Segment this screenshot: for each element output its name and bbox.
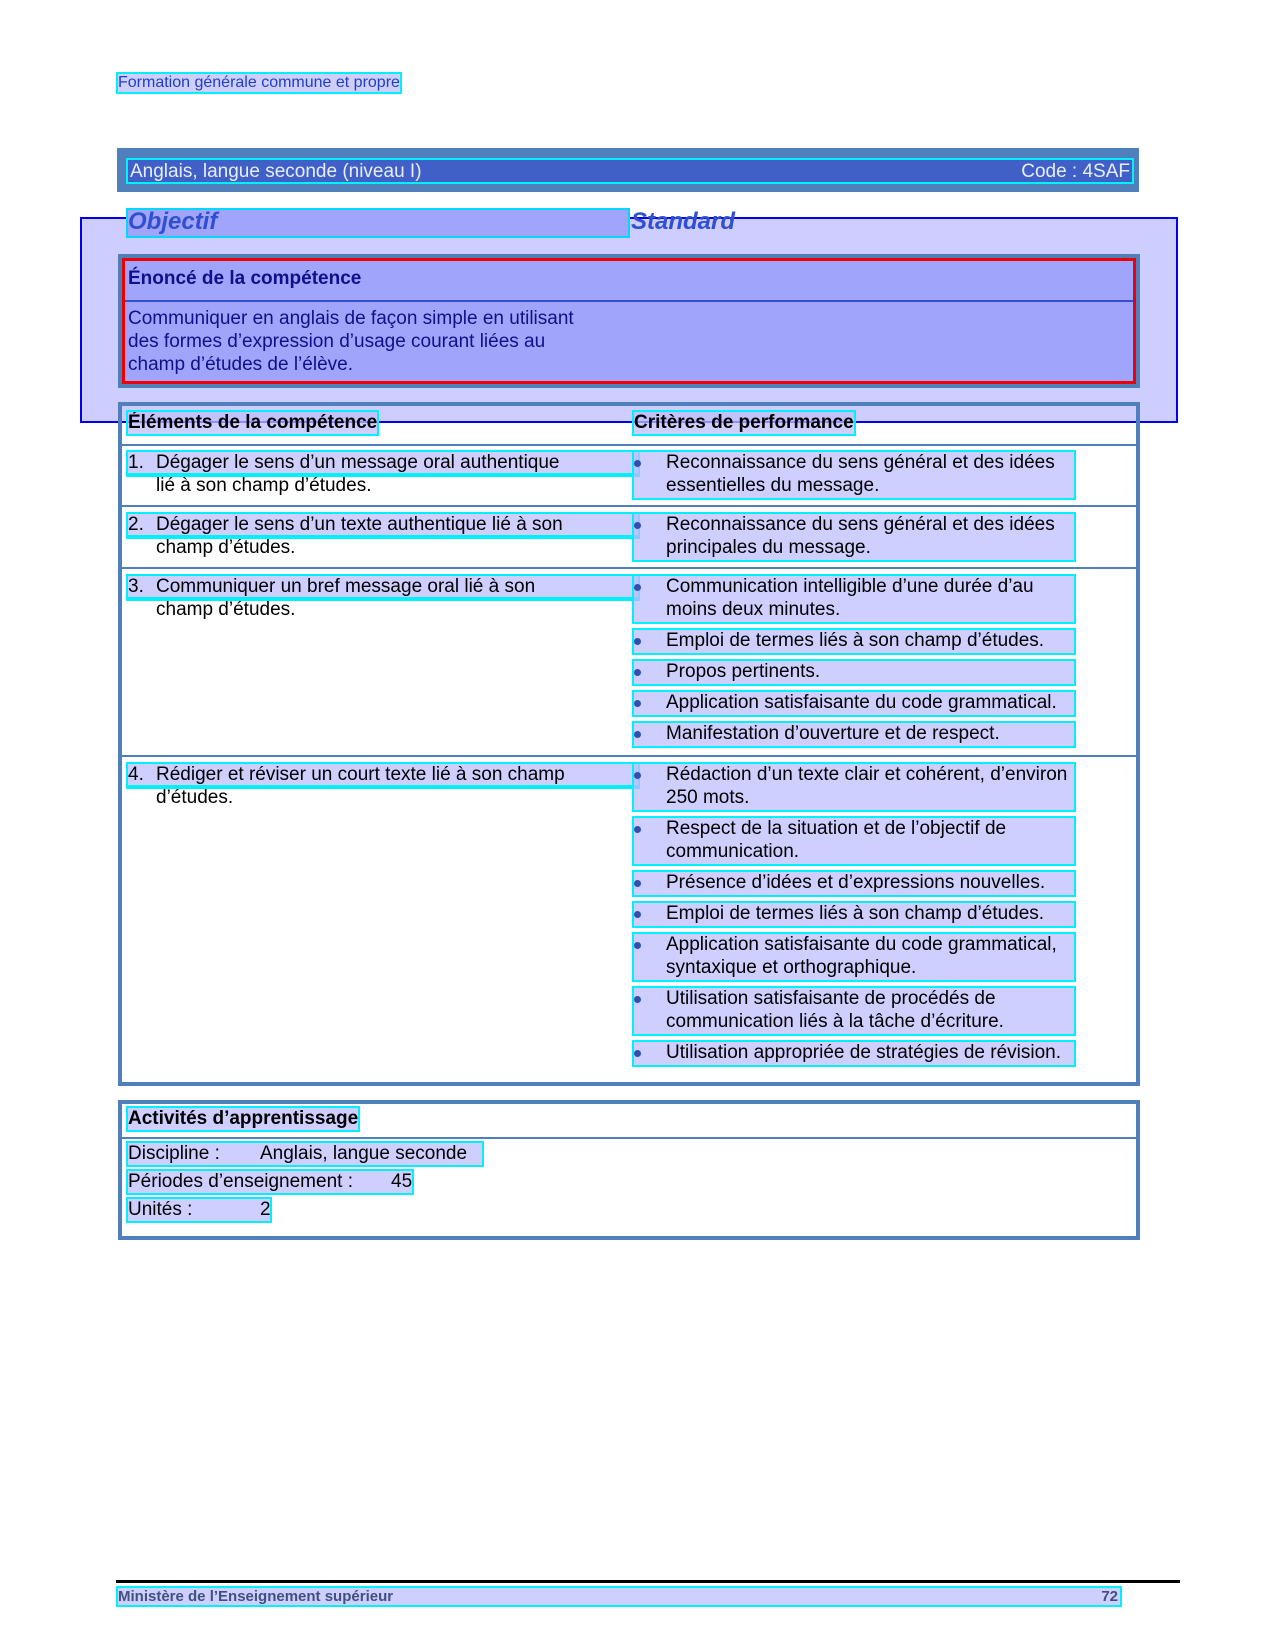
element-text: Dégager le sens d’un texte authentique lié à son: [156, 514, 563, 535]
criterion: [634, 576, 1074, 622]
element-text: champ d’études.: [156, 537, 296, 558]
units-row: [128, 1199, 270, 1221]
criterion-text: Reconnaissance du sens général et des idées: [666, 514, 1055, 535]
criterion-text: Emploi de termes liés à son champ d’études.: [666, 903, 1045, 924]
criterion-text: Rédaction d’un texte clair et cohérent, d’environ: [666, 764, 1068, 785]
element-text: Dégager le sens d’un message oral authentique: [156, 452, 560, 473]
periods-label: Périodes d’enseignement :: [128, 1171, 353, 1192]
criterion-text: communication.: [666, 841, 800, 862]
criterion: [634, 514, 1074, 560]
criterion-text: communication liés à la tâche d’écriture.: [666, 1011, 1004, 1032]
divider: [122, 567, 1136, 569]
standard-label: Standard: [631, 208, 736, 235]
criterion-text: Utilisation satisfaisante de procédés de: [666, 988, 996, 1009]
bullet-icon: [634, 772, 641, 779]
criterion-text: Utilisation appropriée de stratégies de révision.: [666, 1042, 1061, 1063]
element-text: Communiquer un bref message oral lié à son: [156, 576, 536, 597]
element-text: Rédiger et réviser un court texte lié à son champ: [156, 764, 565, 785]
competency-line: Communiquer en anglais de façon simple en utilisant: [128, 308, 574, 329]
bullet-icon: [634, 638, 641, 645]
divider: [122, 1137, 1136, 1139]
course-code: Code : 4SAF: [1021, 161, 1130, 182]
bullet-icon: [634, 1050, 641, 1057]
divider: [125, 300, 1133, 302]
bullet-icon: [634, 880, 641, 887]
element-text: lié à son champ d’études.: [156, 475, 372, 496]
footer-ministry: Ministère de l’Enseignement supérieur: [118, 1588, 394, 1605]
bullet-icon: [634, 826, 641, 833]
bullet-icon: [634, 584, 641, 591]
criterion: [634, 988, 1074, 1034]
criterion: [634, 872, 1074, 895]
criterion: [634, 934, 1074, 980]
element-row: [128, 514, 638, 536]
criterion-text: principales du message.: [666, 537, 871, 558]
criterion-text: syntaxique et orthographique.: [666, 957, 917, 978]
criterion: [634, 692, 1074, 715]
elements-heading: Éléments de la compétence: [128, 412, 378, 433]
bullet-icon: [634, 731, 641, 738]
bullet-icon: [634, 460, 641, 467]
bullet-icon: [634, 669, 641, 676]
criterion-text: Emploi de termes liés à son champ d’études.: [666, 630, 1045, 651]
criterion-text: Application satisfaisante du code grammatical.: [666, 692, 1057, 713]
bullet-icon: [634, 700, 641, 707]
element-number: 3.: [128, 576, 144, 597]
bullet-icon: [634, 942, 641, 949]
criterion-text: Respect de la situation et de l’objectif de: [666, 818, 1007, 839]
footer-rule: [116, 1580, 1180, 1583]
discipline-row: [128, 1143, 482, 1165]
objective-label: Objectif: [128, 208, 218, 235]
activities-heading: Activités d’apprentissage: [128, 1108, 359, 1129]
divider: [122, 444, 1136, 446]
footer: [118, 1588, 1120, 1605]
periods-row: [128, 1171, 412, 1193]
competency-heading: Énoncé de la compétence: [128, 268, 362, 289]
section-header: Formation générale commune et propre: [118, 74, 400, 91]
units-label: Unités :: [128, 1199, 193, 1220]
criteria-heading: Critères de performance: [634, 412, 854, 433]
course-title: Anglais, langue seconde (niveau I): [130, 161, 422, 182]
periods-value: 45: [391, 1171, 413, 1192]
criterion: [634, 1042, 1074, 1065]
criterion-text: Propos pertinents.: [666, 661, 821, 682]
criterion-text: Communication intelligible d’une durée d’au: [666, 576, 1034, 597]
criterion-text: Manifestation d’ouverture et de respect.: [666, 723, 1000, 744]
discipline-value: Anglais, langue seconde: [260, 1143, 468, 1164]
competency-line: champ d’études de l’élève.: [128, 354, 353, 375]
criterion: [634, 661, 1074, 684]
element-number: 4.: [128, 764, 144, 785]
bullet-icon: [634, 996, 641, 1003]
criterion-text: Présence d’idées et d’expressions nouvelles.: [666, 872, 1046, 893]
element-text: d’études.: [156, 787, 234, 808]
element-text: champ d’études.: [156, 599, 296, 620]
criterion: [634, 630, 1074, 653]
criterion-text: Reconnaissance du sens général et des idées: [666, 452, 1055, 473]
divider: [122, 755, 1136, 757]
units-value: 2: [260, 1199, 271, 1220]
discipline-label: Discipline :: [128, 1143, 220, 1164]
criterion: [634, 818, 1074, 864]
criterion-text: essentielles du message.: [666, 475, 880, 496]
criterion: [634, 903, 1074, 926]
element-number: 1.: [128, 452, 144, 473]
element-row: [128, 764, 638, 786]
criterion: [634, 452, 1074, 498]
divider: [122, 505, 1136, 507]
competency-line: des formes d’expression d’usage courant liées au: [128, 331, 546, 352]
bullet-icon: [634, 911, 641, 918]
criterion-text: 250 mots.: [666, 787, 750, 808]
element-row: [128, 576, 638, 598]
page-number: 72: [1101, 1588, 1118, 1605]
criterion: [634, 723, 1074, 746]
element-number: 2.: [128, 514, 144, 535]
bullet-icon: [634, 522, 641, 529]
criterion: [634, 764, 1074, 810]
criterion-text: moins deux minutes.: [666, 599, 841, 620]
element-row: [128, 452, 638, 474]
criterion-text: Application satisfaisante du code grammatical,: [666, 934, 1057, 955]
